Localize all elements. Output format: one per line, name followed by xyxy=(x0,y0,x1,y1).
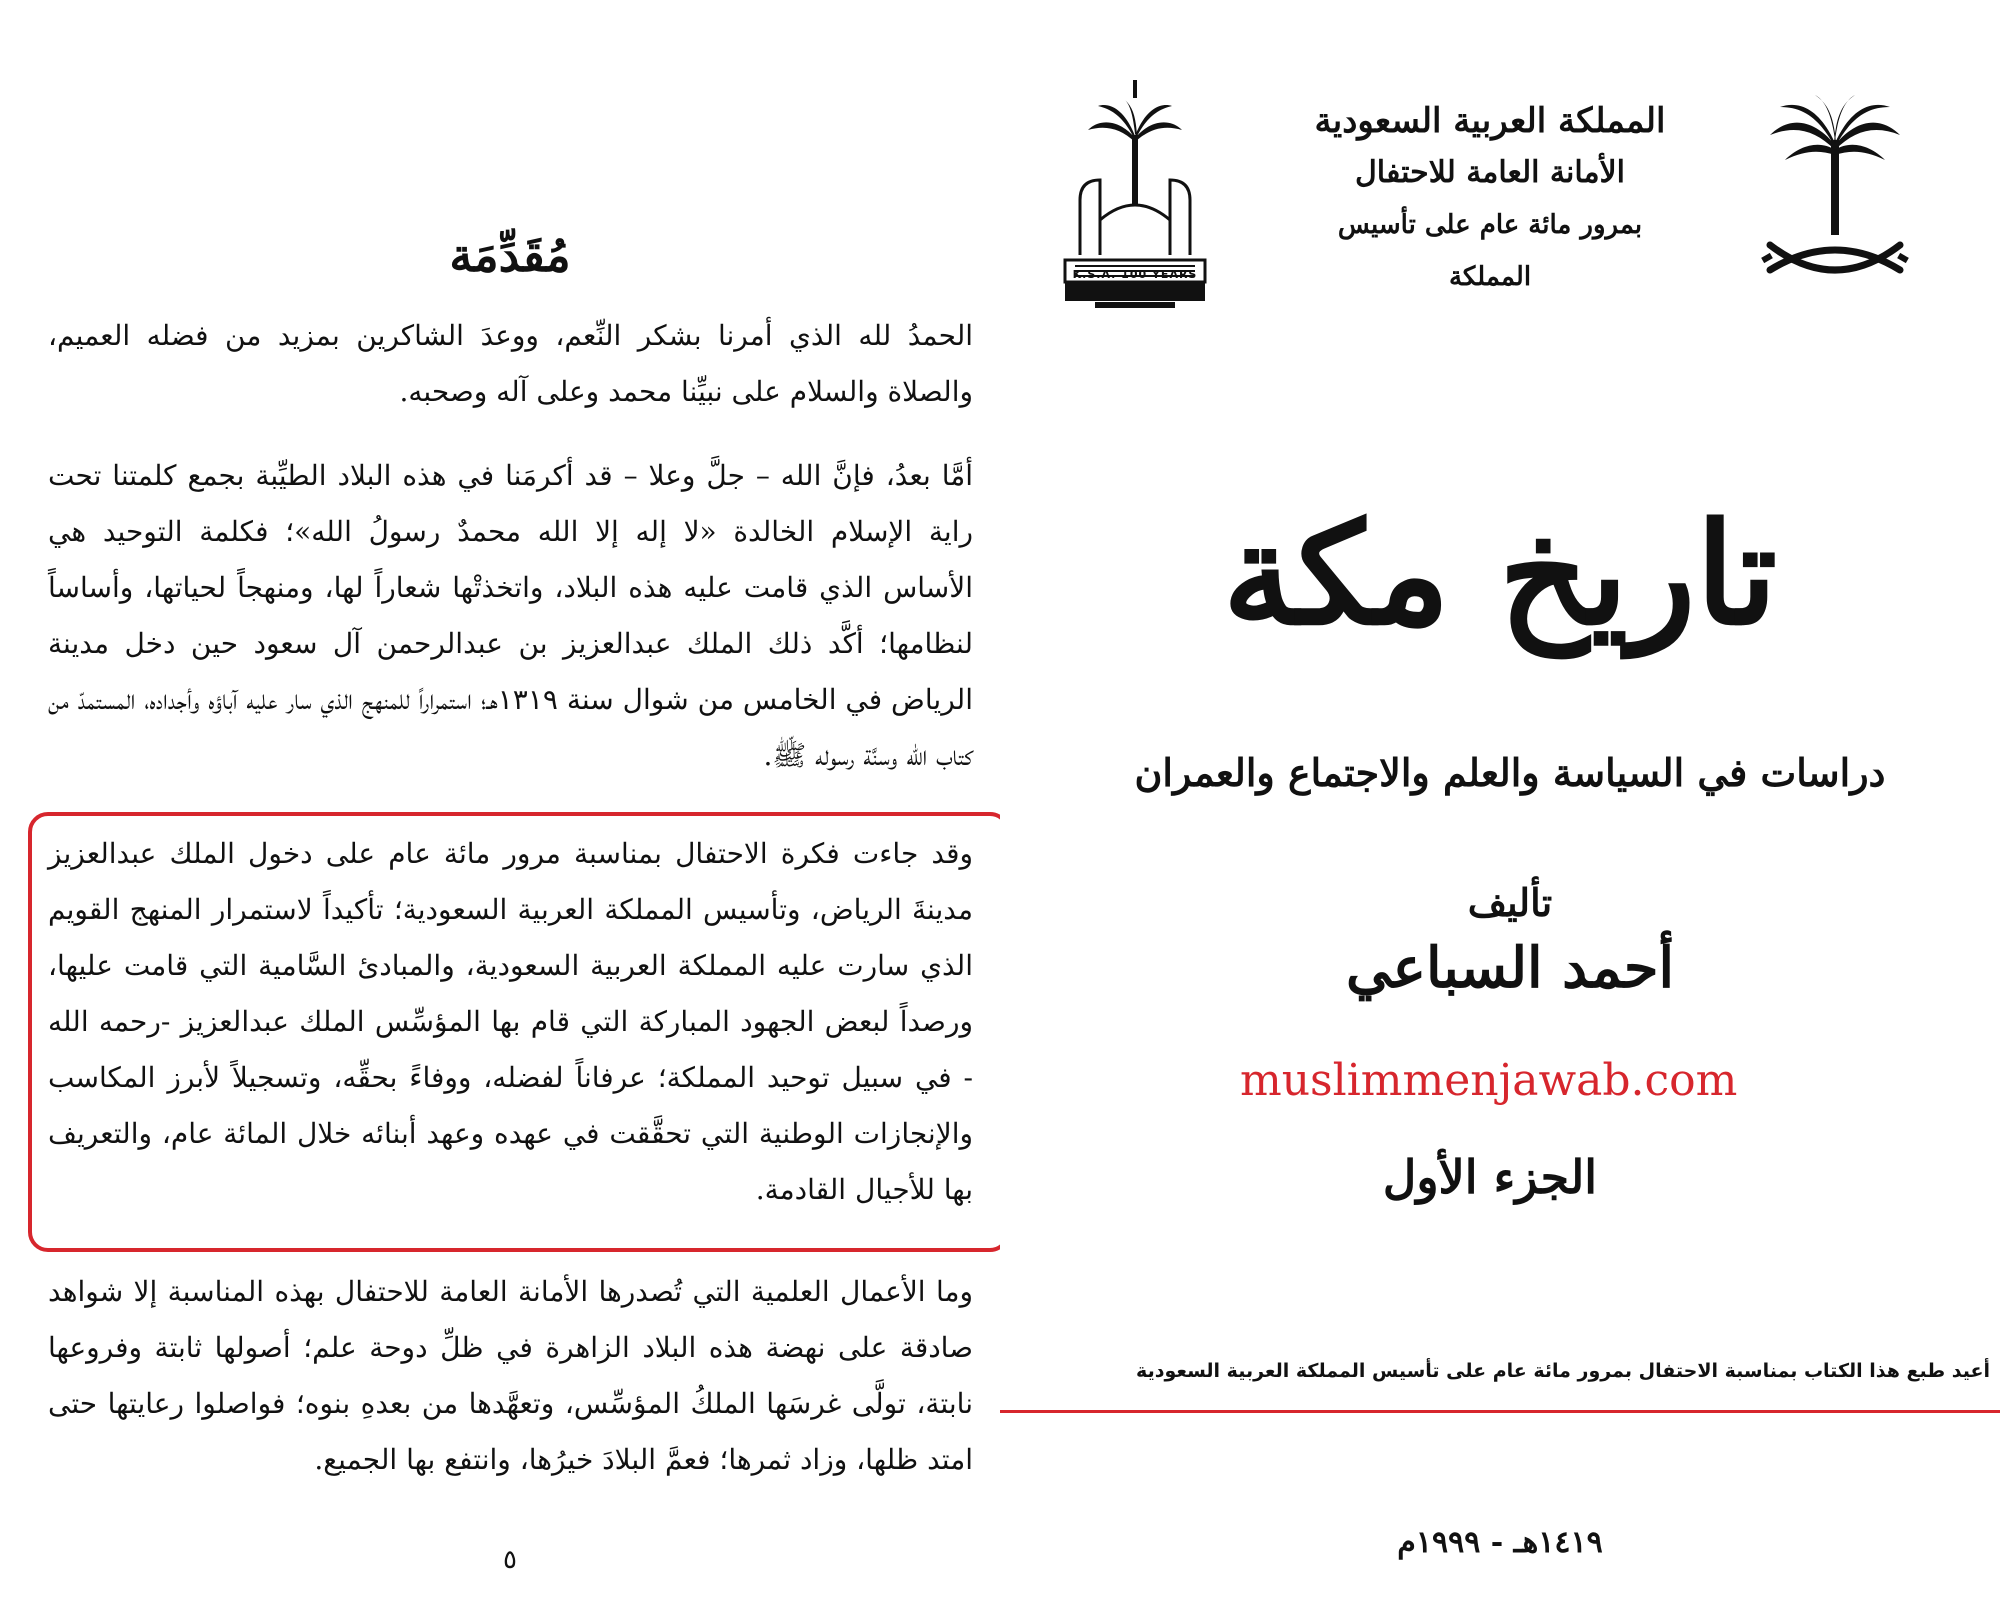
paragraph-2: أمَّا بعدُ، فإنَّ الله – جلَّ وعلا – قد أكرمَنا في هذه البلاد الطيِّبة بجمع كلمتنا تحت راية الإسلام الخالدة «لا إله إلا الله محمدٌ رسولُ الله»؛ فكلمة التوحيد هي الأساس الذي قامت عليه هذه البلاد، واتخذتْها شعاراً لها، ومنهجاً لحياتها، وأساساً لنظامها؛ أكَّد ذلك الملك عبدالعزيز بن عبدالرحمن آل سعود حين دخل مدينة الرياض في الخامس من شوال سنة ١٣١٩هـ؛ استمراراً للمنهج الذي سار عليه آباؤه وأجداده، المستمدّ من كتاب الله وسنَّة رسوله ﷺ. xyxy=(48,459,973,772)
right-page xyxy=(1000,0,2000,1600)
page-number: ٥ xyxy=(503,1545,517,1575)
reprint-note: أعيد طبع هذا الكتاب بمناسبة الاحتفال بمرور مائة عام على تأسيس المملكة العربية السعودية xyxy=(1136,1360,1990,1382)
paragraph-1: الحمدُ لله الذي أمرنا بشكر النِّعم، ووعدَ الشاكرين بمزيد من فضله العميم، والصلاة والسلام على نبيِّنا محمد وعلى آله وصحبه. xyxy=(48,319,973,408)
book-title: تاريخ مكة xyxy=(1222,493,1778,657)
org-line-secretariat: الأمانة العامة للاحتفال xyxy=(1355,155,1625,190)
red-underline xyxy=(1000,1410,2000,1413)
organization-header xyxy=(1300,95,1680,303)
org-line-kingdom: المملكة العربية السعودية xyxy=(1314,101,1666,141)
paragraph-3-highlighted: وقد جاءت فكرة الاحتفال بمناسبة مرور مائة عام على دخول الملك عبدالعزيز مدينةَ الرياض، وتأسيس المملكة العربية السعودية؛ تأكيداً لاستمرار المنهج القويم الذي سارت عليه المملكة العربية السعودية، والمبادئ السَّامية التي قامت عليها، ورصداً لبعض الجهود المباركة التي قام بها المؤسِّس الملك عبدالعزيز -رحمه الله - في سبيل توحيد المملكة؛ عرفاناً لفضله، ووفاءً بحقِّه، وتسجيلاً لأبرز المكاسب والإنجازات الوطنية التي تحقَّقت في عهده وعهد أبنائه خلال المائة عام، والتعريف بها للأجيال القادمة. xyxy=(48,837,973,1206)
watermark-url: muslimmenjawab.com xyxy=(1240,1055,1738,1106)
publication-date: ١٤١٩هـ - ١٩٩٩م xyxy=(1397,1525,1603,1560)
book-subtitle: دراسات في السياسة والعلم والاجتماع والعمران xyxy=(1134,750,1886,795)
introduction-heading: مُقَدِّمَة xyxy=(449,228,571,282)
saudi-emblem-icon xyxy=(1760,95,1910,305)
volume-label: الجزء الأول xyxy=(1382,1150,1598,1204)
paragraph-4: وما الأعمال العلمية التي تُصدرها الأمانة العامة للاحتفال بهذه المناسبة إلا شواهد صادقة على نهضة هذه البلاد الزاهرة في ظلِّ دوحة علم؛ أصولها ثابتة وفروعها نابتة، تولَّى غرسَها الملكُ المؤسِّس، وتعهَّدها من بعدهِ بنوه؛ فواصلوا رعايتها حتى امتد ظلها، وزاد ثمرها؛ فعمَّ البلادَ خيرُها، وانتفع بها الجميع. xyxy=(48,1275,974,1476)
author-name: أحمد السباعي xyxy=(1345,935,1675,1001)
author-label: تأليف xyxy=(1467,880,1553,925)
org-line-centennial: بمرور مائة عام على تأسيس المملكة xyxy=(1337,210,1643,292)
centennial-caption: K.S.A. 100 YEARS xyxy=(1072,268,1198,281)
